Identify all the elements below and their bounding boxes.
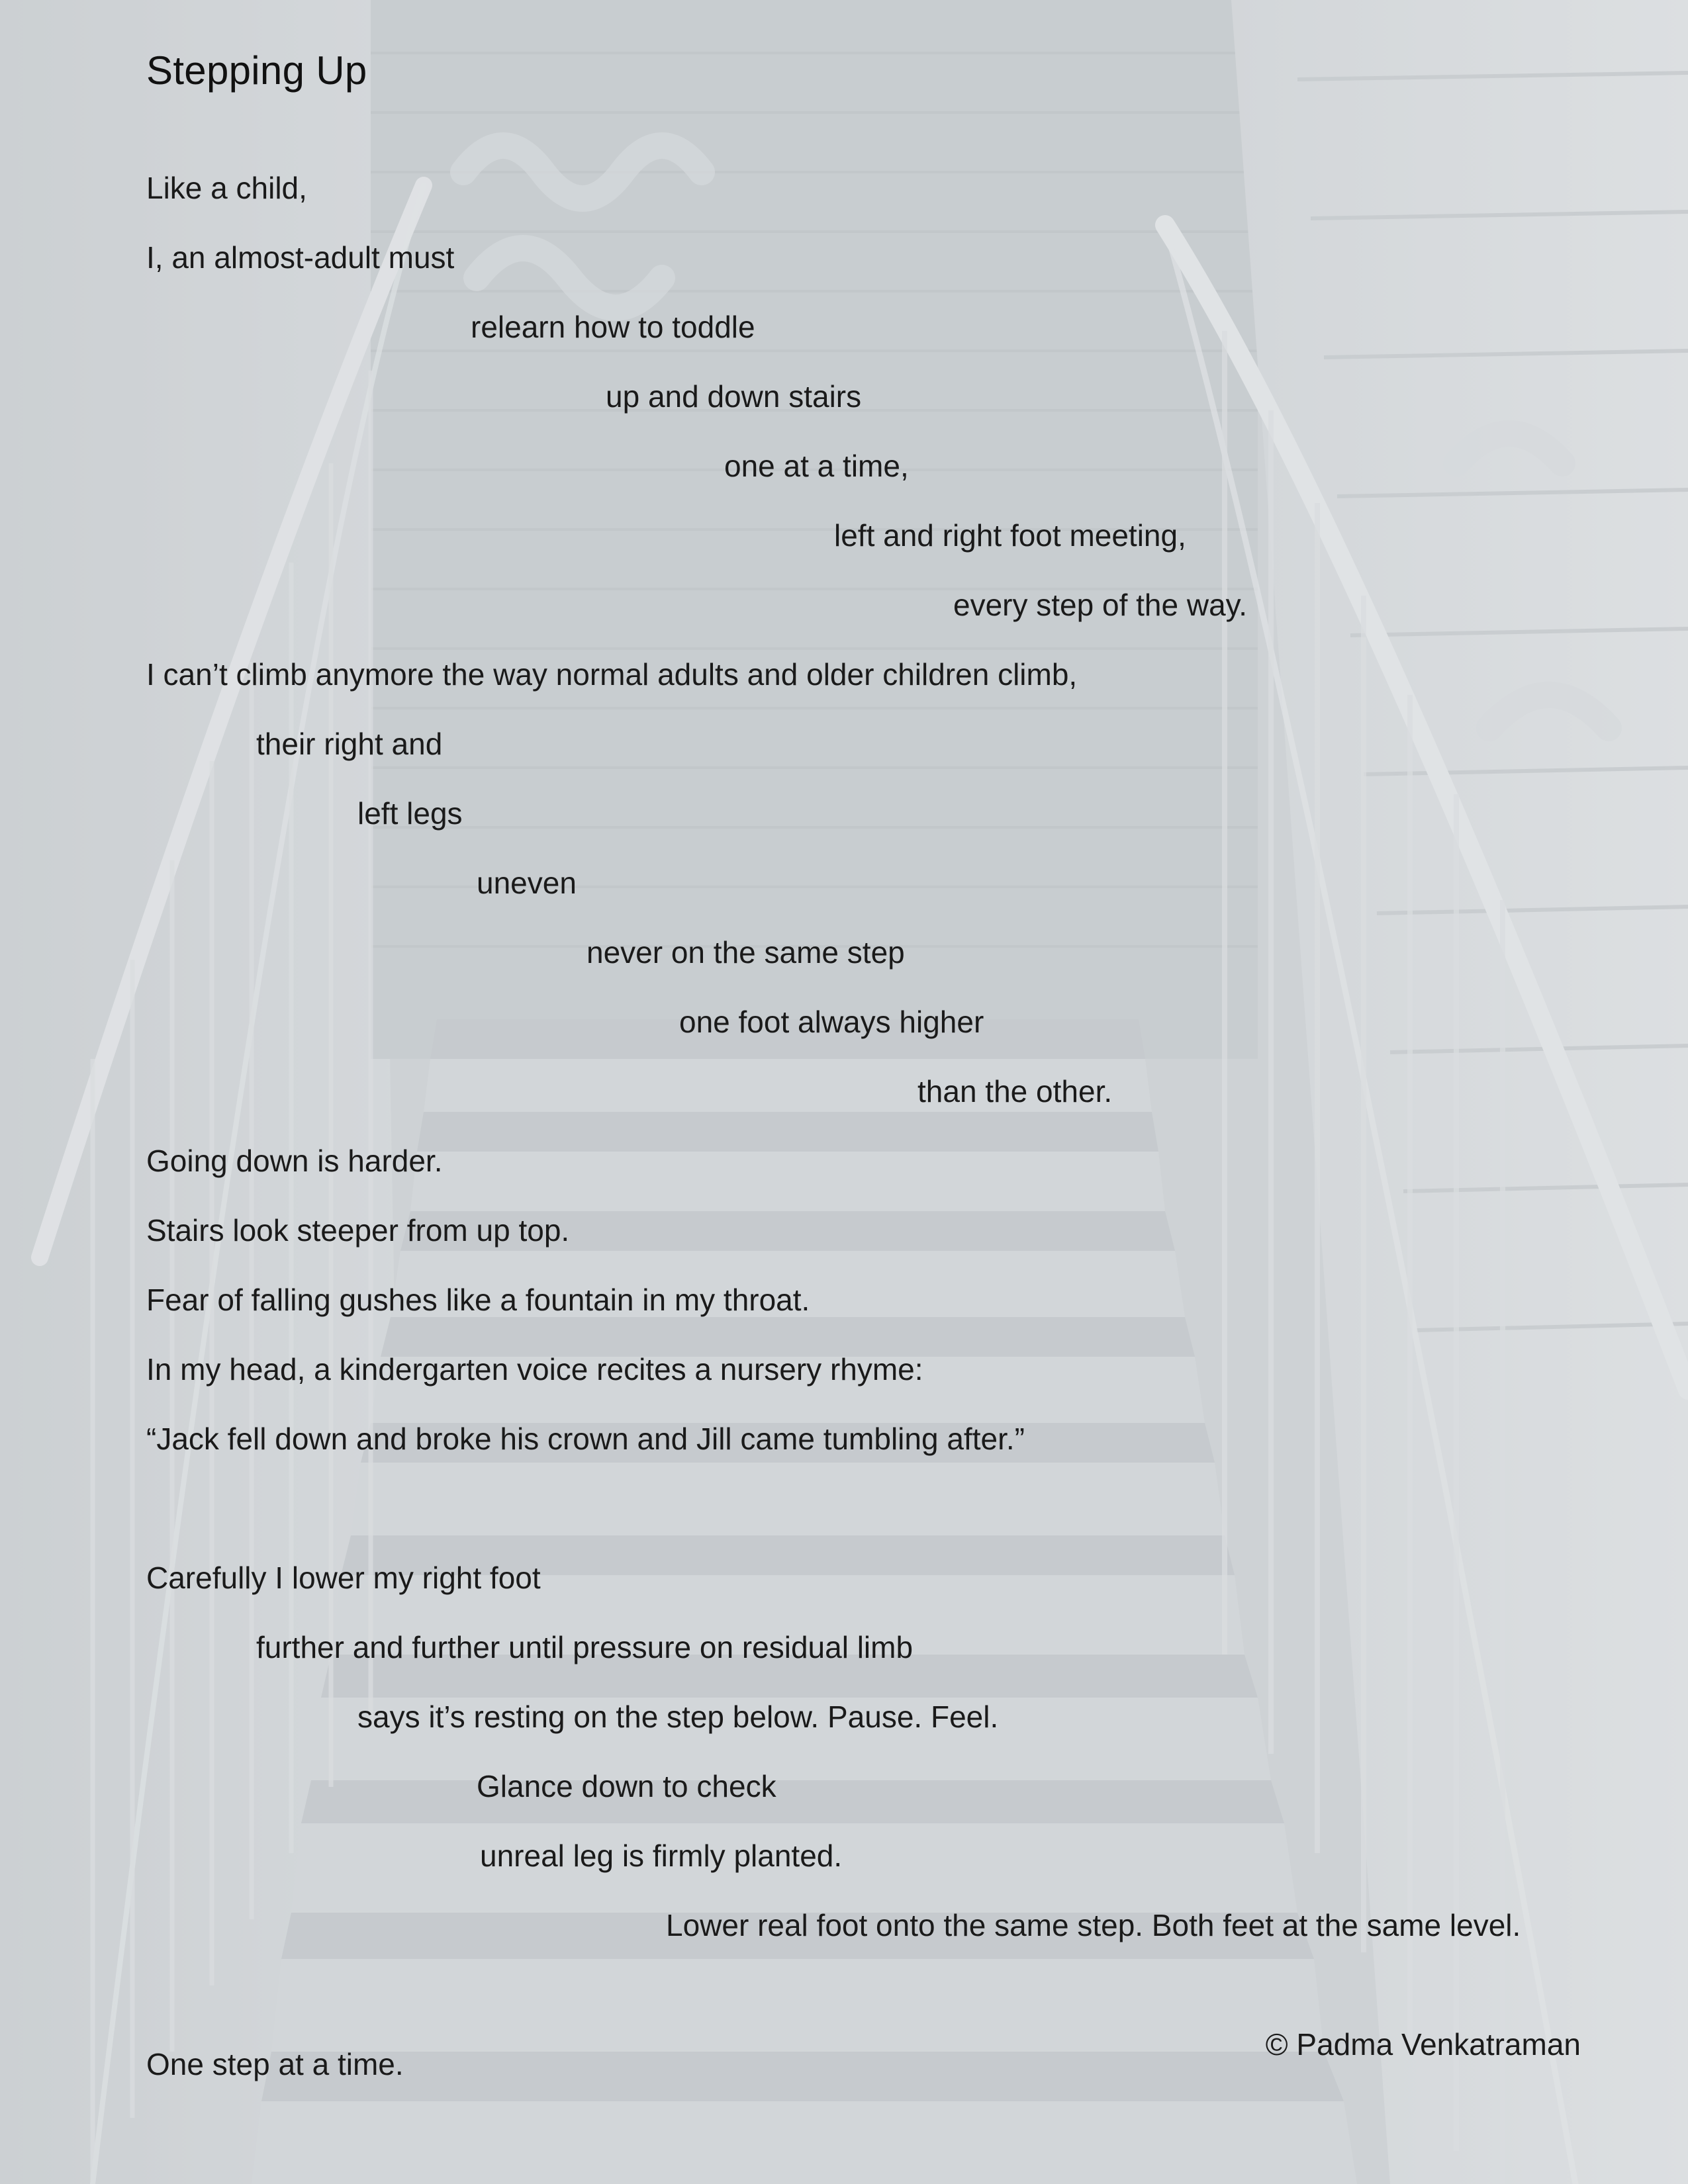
poem-line: up and down stairs — [606, 379, 862, 414]
poem-line: their right and — [256, 727, 443, 761]
poem-line: Lower real foot onto the same step. Both feet at the same level. — [666, 1908, 1521, 1942]
poem-line: Carefully I lower my right foot — [146, 1561, 541, 1595]
poem-line: never on the same step — [586, 935, 905, 970]
poem-line: further and further until pressure on residual limb — [256, 1630, 914, 1664]
poem-line: Stairs look steeper from up top. — [146, 1213, 570, 1248]
poem-line: one foot always higher — [679, 1005, 984, 1039]
poem-line: I, an almost-adult must — [146, 240, 455, 275]
poem-line: Like a child, — [146, 171, 307, 205]
poem-line: Glance down to check — [477, 1769, 776, 1803]
poem-line: Fear of falling gushes like a fountain in my throat. — [146, 1283, 810, 1317]
poem-line: Going down is harder. — [146, 1144, 443, 1178]
poem-line: every step of the way. — [953, 588, 1248, 622]
poem-line: than the other. — [917, 1074, 1113, 1109]
poem-line: relearn how to toddle — [471, 310, 755, 344]
poem-line: One step at a time. — [146, 2047, 404, 2081]
poem-line: unreal leg is firmly planted. — [480, 1839, 843, 1873]
poem-line: “Jack fell down and broke his crown and Jill came tumbling after.” — [146, 1422, 1025, 1456]
poem-line: says it’s resting on the step below. Pause. Feel. — [357, 1700, 999, 1734]
poem-line: one at a time, — [724, 449, 909, 483]
poem-title: Stepping Up — [146, 48, 367, 93]
poem-line: uneven — [477, 866, 577, 900]
poem-line: left legs — [357, 796, 463, 831]
copyright-notice: © Padma Venkatraman — [1265, 2027, 1581, 2062]
poem-line: I can’t climb anymore the way normal adults and older children climb, — [146, 657, 1078, 692]
poem-line: In my head, a kindergarten voice recites a nursery rhyme: — [146, 1352, 923, 1387]
poem-line: left and right foot meeting, — [834, 518, 1186, 553]
